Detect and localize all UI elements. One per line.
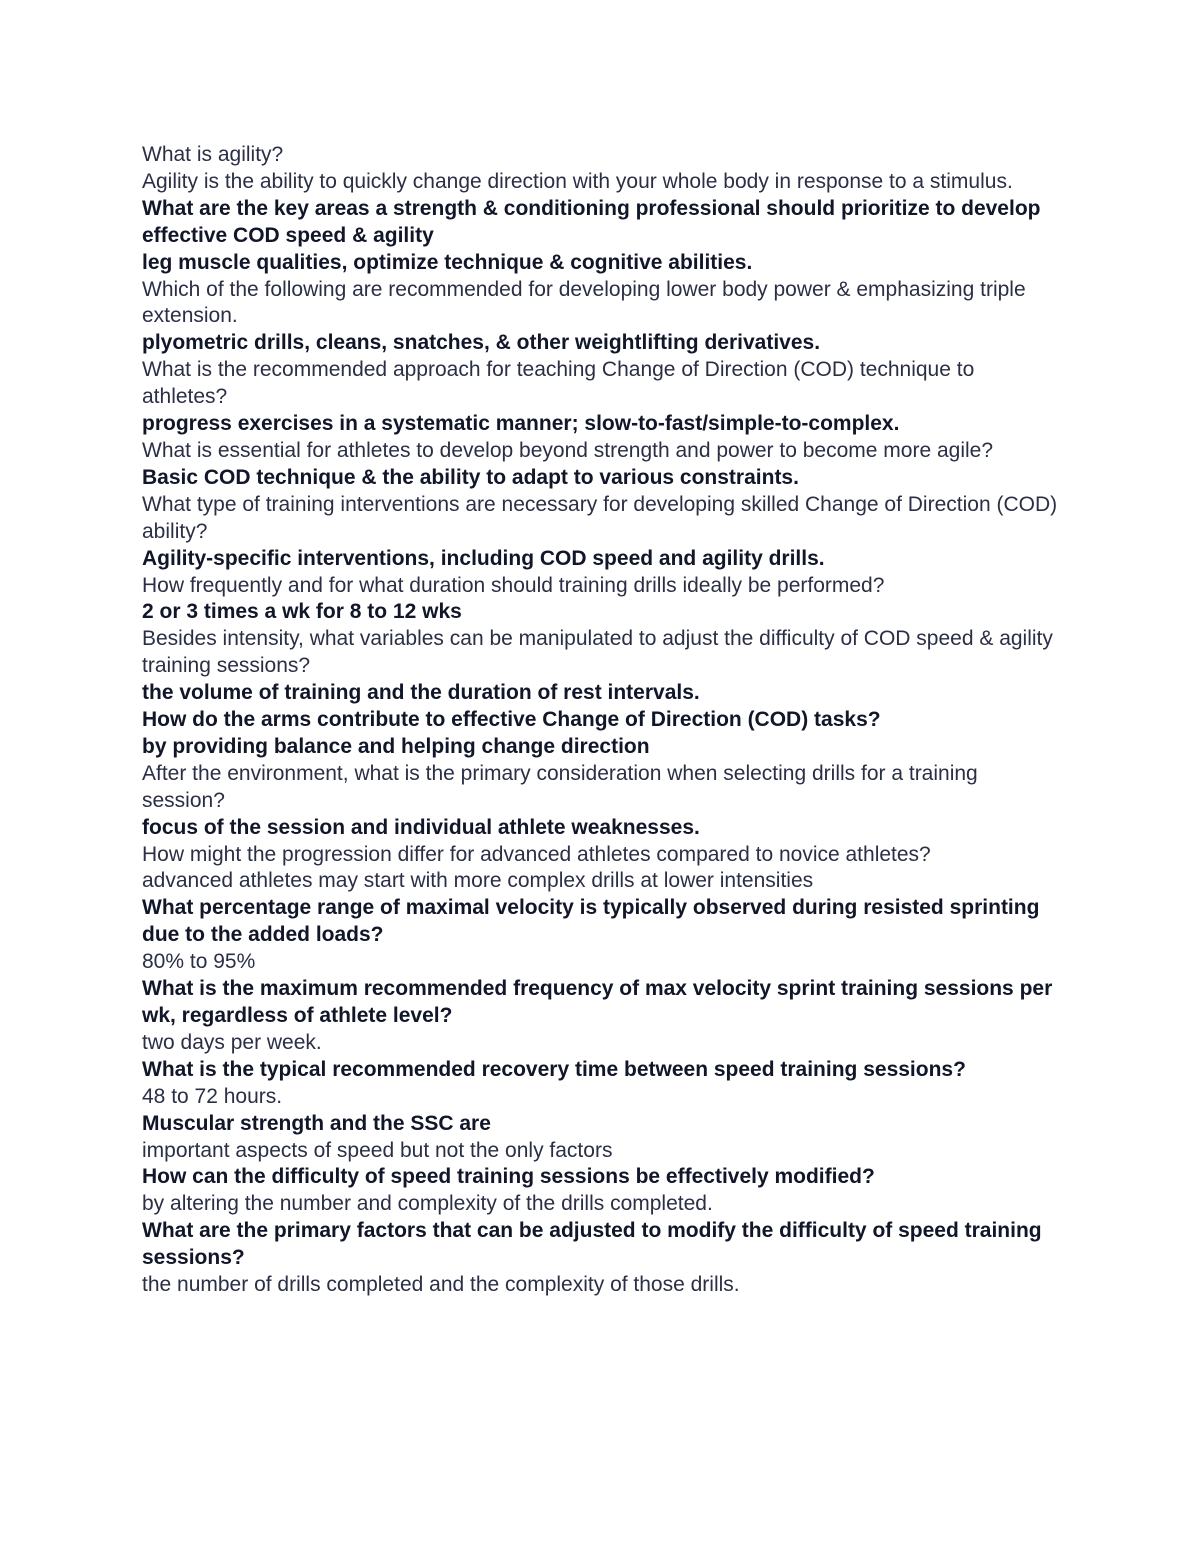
qa-text-body — [142, 142, 1062, 1299]
bold-text-line: the volume of training and the duration of rest intervals. — [142, 681, 700, 705]
text-line: important aspects of speed but not the only factors — [142, 1138, 613, 1162]
text-line: the number of drills completed and the complexity of those drills. — [142, 1273, 740, 1297]
bold-text-line: progress exercises in a systematic manner; slow-to-fast/simple-to-complex. — [142, 412, 900, 436]
text-line: After the environment, what is the primary consideration when selecting drills for a training session? — [142, 761, 978, 812]
bold-text-line: 2 or 3 times a wk for 8 to 12 wks — [142, 600, 462, 624]
bold-text-line: How do the arms contribute to effective Change of Direction (COD) tasks? — [142, 708, 881, 732]
text-line: What is the recommended approach for teaching Change of Direction (COD) technique to athletes? — [142, 358, 975, 409]
text-line: How might the progression differ for advanced athletes compared to novice athletes? — [142, 842, 931, 866]
bold-text-line: Basic COD technique & the ability to adapt to various constraints. — [142, 465, 799, 489]
bold-text-line: plyometric drills, cleans, snatches, & other weightlifting derivatives. — [142, 331, 821, 355]
bold-text-line: by providing balance and helping change direction — [142, 734, 650, 758]
bold-text-line: Muscular strength and the SSC are — [142, 1111, 491, 1135]
bold-text-line: Agility-specific interventions, including COD speed and agility drills. — [142, 546, 825, 570]
text-line: What is essential for athletes to develop beyond strength and power to become more agile? — [142, 438, 994, 462]
text-line: 48 to 72 hours. — [142, 1084, 283, 1108]
bold-text-line: How can the difficulty of speed training sessions be effectively modified? — [142, 1165, 875, 1189]
bold-text-line: What are the primary factors that can be adjusted to modify the difficulty of speed training sessions? — [142, 1219, 1042, 1270]
text-line: 80% to 95% — [142, 950, 256, 974]
text-line: What type of training interventions are necessary for developing skilled Change of Direction (COD) ability? — [142, 492, 1058, 543]
text-line: How frequently and for what duration should training drills ideally be performed? — [142, 573, 885, 597]
text-line: by altering the number and complexity of the drills completed. — [142, 1192, 713, 1216]
text-line: Agility is the ability to quickly change direction with your whole body in response to a stimulus. — [142, 169, 1013, 193]
bold-text-line: What percentage range of maximal velocity is typically observed during resisted sprinting due to the added loads? — [142, 896, 1040, 947]
text-line: Besides intensity, what variables can be manipulated to adjust the difficulty of COD speed & agility training sessions? — [142, 627, 1053, 678]
bold-text-line: What is the typical recommended recovery time between speed training sessions? — [142, 1057, 966, 1081]
text-line: two days per week. — [142, 1030, 322, 1054]
document-page — [142, 142, 1062, 1299]
bold-text-line: focus of the session and individual athlete weaknesses. — [142, 815, 700, 839]
text-line: What is agility? — [142, 143, 284, 166]
bold-text-line: What are the key areas a strength & conditioning professional should prioritize to develop effective COD speed & agility — [142, 196, 1041, 247]
bold-text-line: leg muscle qualities, optimize technique & cognitive abilities. — [142, 250, 753, 274]
bold-text-line: What is the maximum recommended frequency of max velocity sprint training sessions per wk, regardless of athlete level? — [142, 977, 1053, 1027]
text-line: Which of the following are recommended for developing lower body power & emphasizing triple extension. — [142, 277, 1026, 328]
text-line: advanced athletes may start with more complex drills at lower intensities — [142, 869, 814, 893]
